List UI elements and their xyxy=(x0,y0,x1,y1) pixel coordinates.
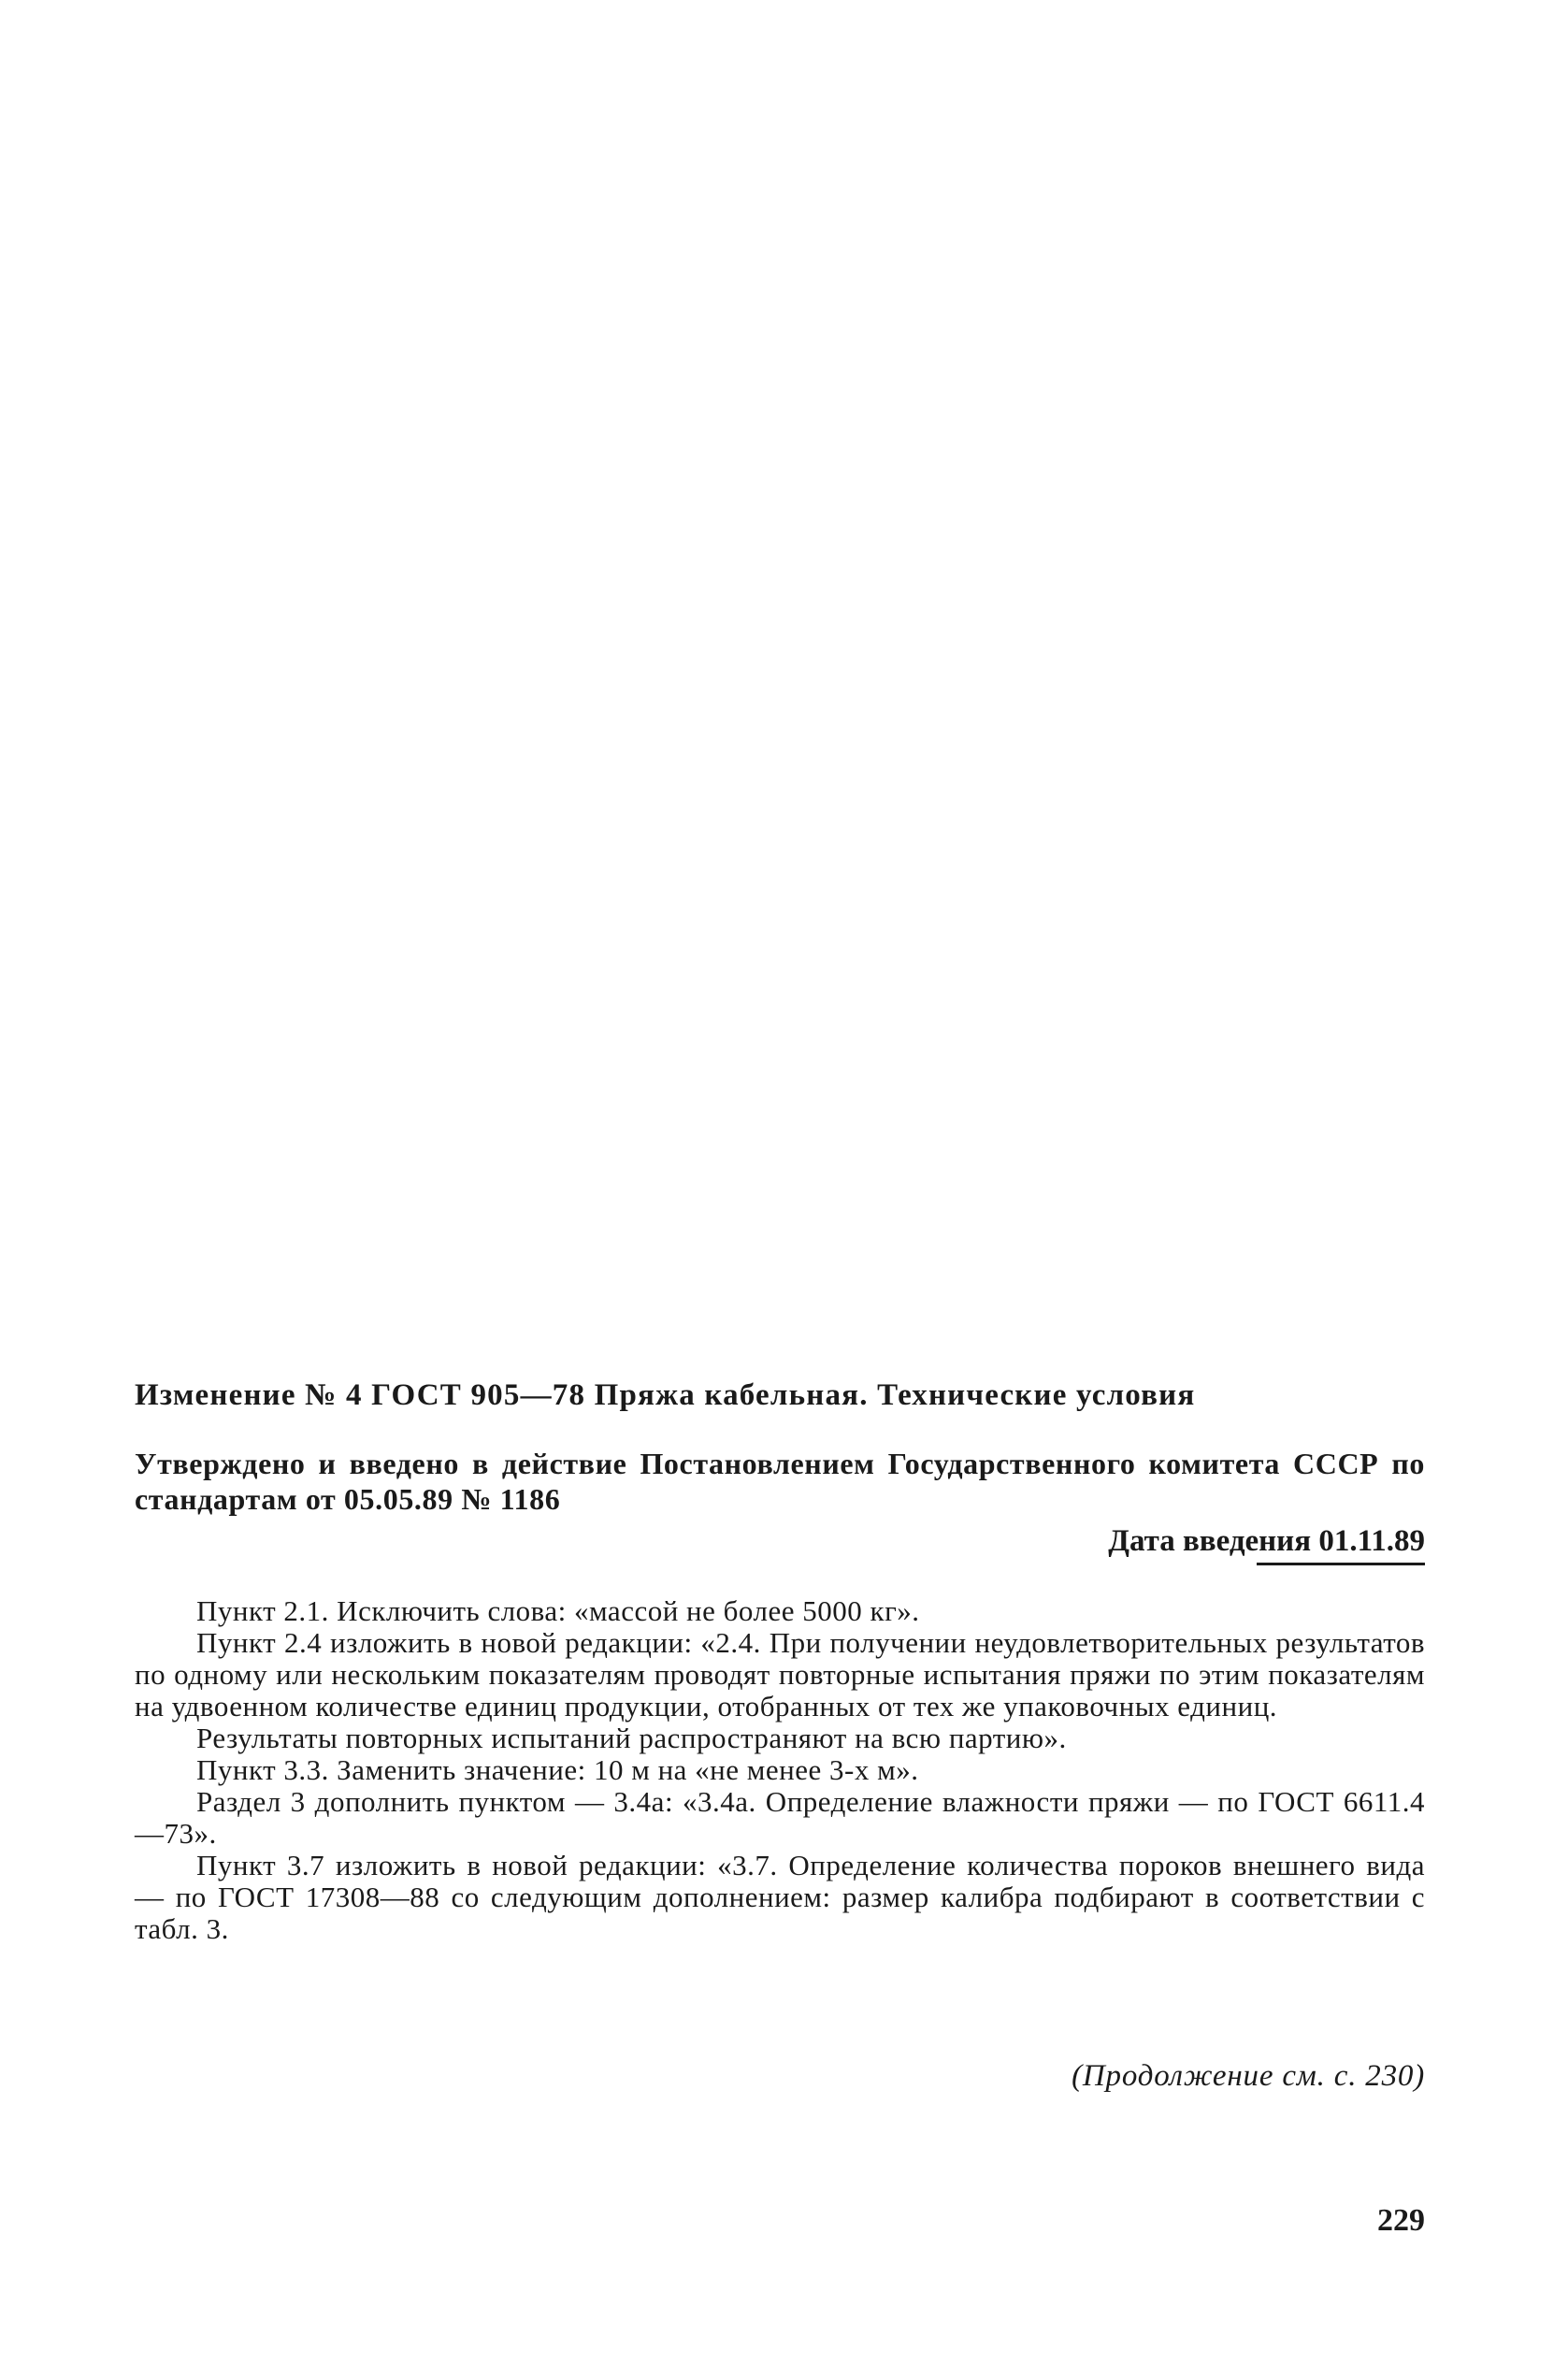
date-value: 01.11.89 xyxy=(1318,1524,1425,1558)
page-number: 229 xyxy=(1377,2203,1425,2238)
paragraph-section-3: Раздел 3 дополнить пунктом — 3.4а: «3.4а. Определение влажности пряжи — по ГОСТ 6611.4—73». xyxy=(135,1785,1425,1850)
paragraph-clause-3-7: Пункт 3.7 изложить в новой редакции: «3.7. Определение количества пороков внешнего вида — по ГОСТ 17308—88 со следующим дополнением: размер калибра подбирают в соответствии с табл. 3. xyxy=(135,1849,1425,1945)
introduction-date xyxy=(135,1522,1425,1560)
continuation-note: (Продолжение см. с. 230) xyxy=(1072,2059,1425,2093)
paragraph-clause-2-4: Пункт 2.4 изложить в новой редакции: «2.4. При получении неудовлетворительных результатов по одному или нескольким показателям проводят повторные испытания пряжи по этим показателям на удвоенном количестве единиц продукции, отобранных от тех же упаковочных единиц. xyxy=(135,1626,1425,1723)
document-heading: Изменение № 4 ГОСТ 905—78 Пряжа кабельная. Технические условия xyxy=(135,1378,1196,1412)
approval-statement: Утверждено и введено в действие Постановлением Государственного комитета СССР по стандартам от 05.05.89 № 1186 xyxy=(135,1447,1425,1516)
paragraph-results: Результаты повторных испытаний распространяют на всю партию». xyxy=(196,1722,1067,1754)
paragraph-clause-3-3: Пункт 3.3. Заменить значение: 10 м на «не менее 3-х м». xyxy=(196,1753,919,1786)
date-label: Дата введения xyxy=(1108,1524,1312,1558)
paragraph-clause-2-1: Пункт 2.1. Исключить слова: «массой не более 5000 кг». xyxy=(196,1594,920,1627)
amendment-text xyxy=(135,1595,1425,1945)
date-underline xyxy=(1257,1563,1425,1565)
document-body xyxy=(135,1377,1425,1945)
